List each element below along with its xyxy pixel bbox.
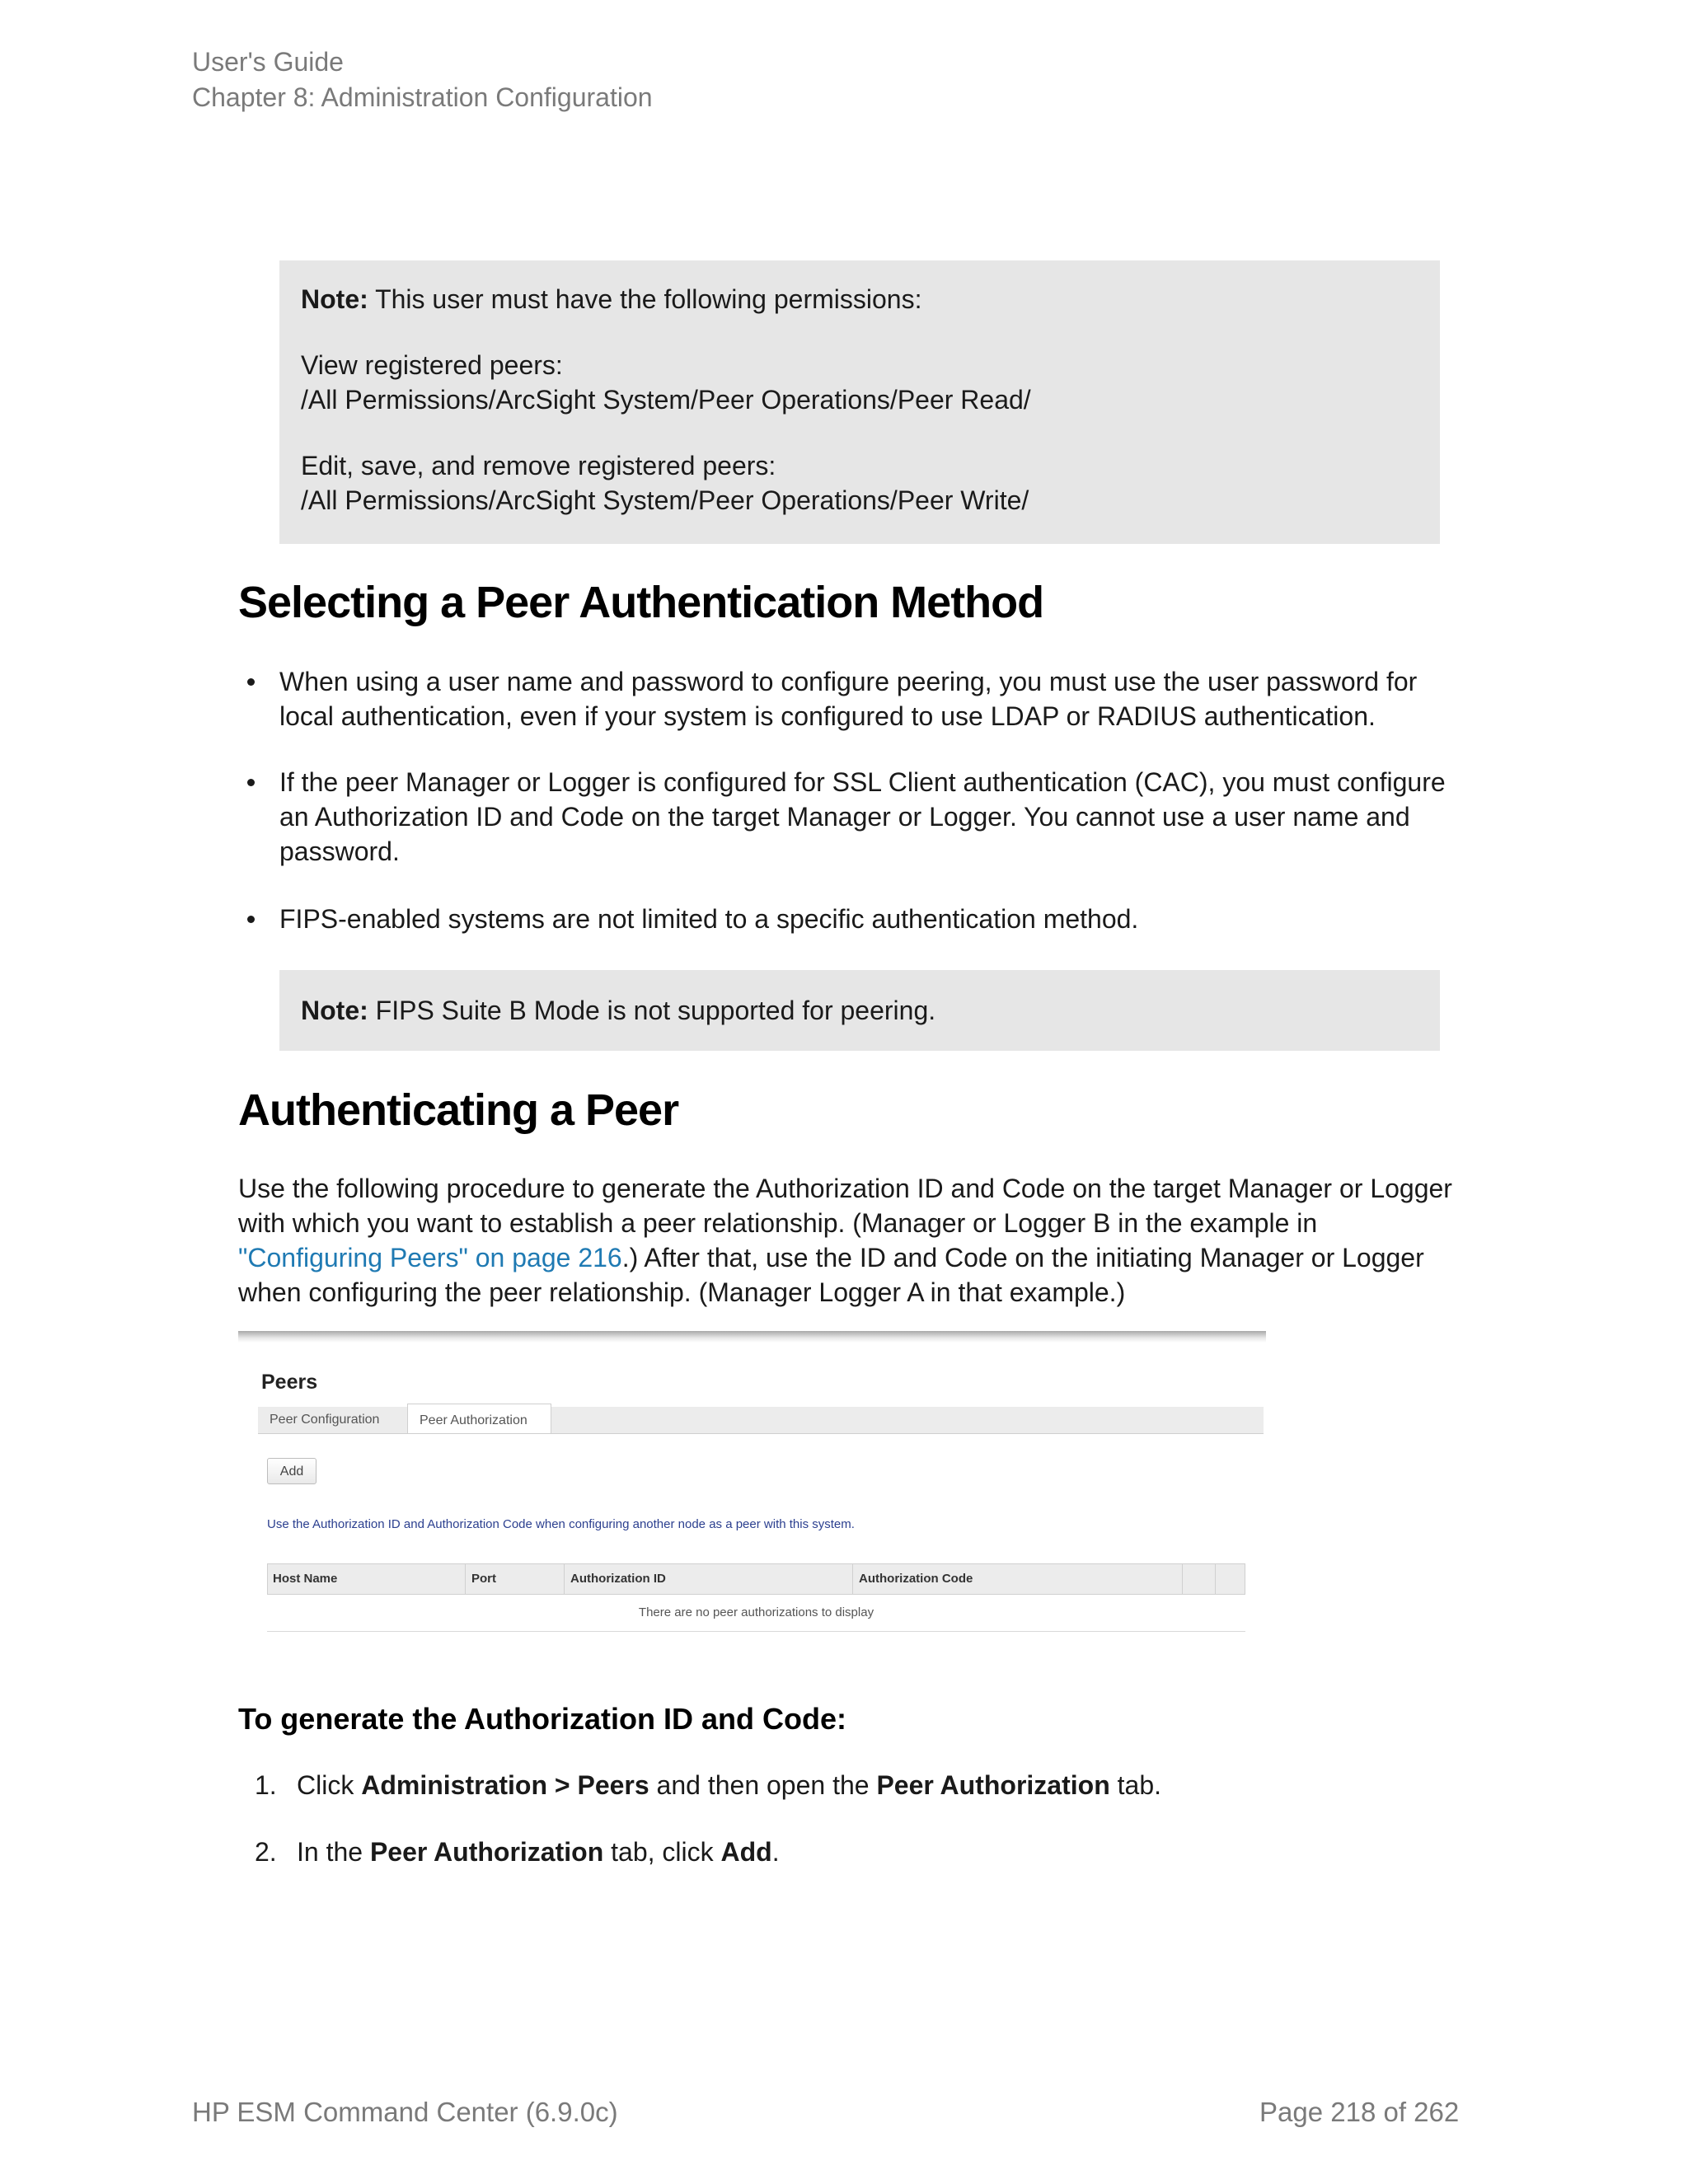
guide-title: User's Guide [192, 47, 344, 77]
bullet-icon [247, 779, 255, 786]
section-heading-auth-method: Selecting a Peer Authentication Method [238, 578, 1044, 627]
window-top-edge [238, 1331, 1266, 1343]
edit-permission-path: /All Permissions/ArcSight System/Peer Operations/Peer Write/ [301, 485, 1029, 515]
footer-page-number: Page 218 of 262 [1259, 2097, 1460, 2127]
section-heading-authenticating: Authenticating a Peer [238, 1085, 679, 1135]
authorization-info-text: Use the Authorization ID and Authorization Code when configuring another node as a peer with this system. [267, 1517, 855, 1531]
tab-peer-authorization[interactable]: Peer Authorization [407, 1404, 551, 1433]
column-authorization-code[interactable]: Authorization Code [852, 1563, 1182, 1595]
peers-title: Peers [261, 1371, 318, 1394]
column-action [1215, 1563, 1245, 1595]
running-header [192, 45, 653, 115]
tab-peer-configuration[interactable]: Peer Configuration [270, 1413, 380, 1427]
column-host-name[interactable]: Host Name [273, 1572, 338, 1586]
configuring-peers-link[interactable]: "Configuring Peers" on page 216 [238, 1243, 622, 1272]
add-button[interactable]: Add [267, 1458, 316, 1484]
peers-screenshot [238, 1331, 1266, 1644]
column-action [1182, 1563, 1215, 1595]
list-item: 2. In the Peer Authorization tab, click Add. [255, 1837, 780, 1867]
column-authorization-id[interactable]: Authorization ID [564, 1563, 852, 1595]
list-item: When using a user name and password to configure peering, you must use the user password for local authentication, even if your system is configured to use LDAP or RADIUS authentication. [247, 664, 1459, 733]
list-item: If the peer Manager or Logger is configured for SSL Client authentication (CAC), you must configure an Authorization ID and Code on the target Manager or Logger. You cannot use a user name and password. [247, 765, 1459, 869]
bullet-icon [247, 916, 255, 923]
list-item: 1. Click Administration > Peers and then open the Peer Authorization tab. [255, 1770, 1161, 1800]
footer-product: HP ESM Command Center (6.9.0c) [192, 2097, 618, 2127]
procedure-intro: Use the following procedure to generate the Authorization ID and Code on the target Manager or Logger with which you want to establish a peer relationship. (Manager or Logger B in the example in "Configuring Peers" on page 216.) After that, use the ID and Code on the initiating Manager or Logger when configuring the peer relationship. (Manager Logger A in that example.) [238, 1174, 1452, 1307]
list-item: FIPS-enabled systems are not limited to a specific authentication method. [247, 902, 1459, 936]
note-intro: Note: This user must have the following permissions: [301, 284, 922, 314]
permissions-note [279, 260, 1440, 544]
column-port[interactable]: Port [465, 1563, 564, 1595]
empty-table-message: There are no peer authorizations to display [267, 1595, 1245, 1632]
procedure-heading: To generate the Authorization ID and Code: [238, 1702, 846, 1736]
note-label: Note: [301, 996, 368, 1025]
view-permission-label: View registered peers: [301, 350, 563, 380]
chapter-title: Chapter 8: Administration Configuration [192, 82, 653, 112]
fips-note: Note: FIPS Suite B Mode is not supported for peering. [279, 970, 1440, 1051]
edit-permission-label: Edit, save, and remove registered peers: [301, 451, 776, 480]
view-permission-path: /All Permissions/ArcSight System/Peer Operations/Peer Read/ [301, 385, 1031, 415]
note-label: Note: [301, 284, 368, 314]
bullet-icon [247, 678, 255, 686]
